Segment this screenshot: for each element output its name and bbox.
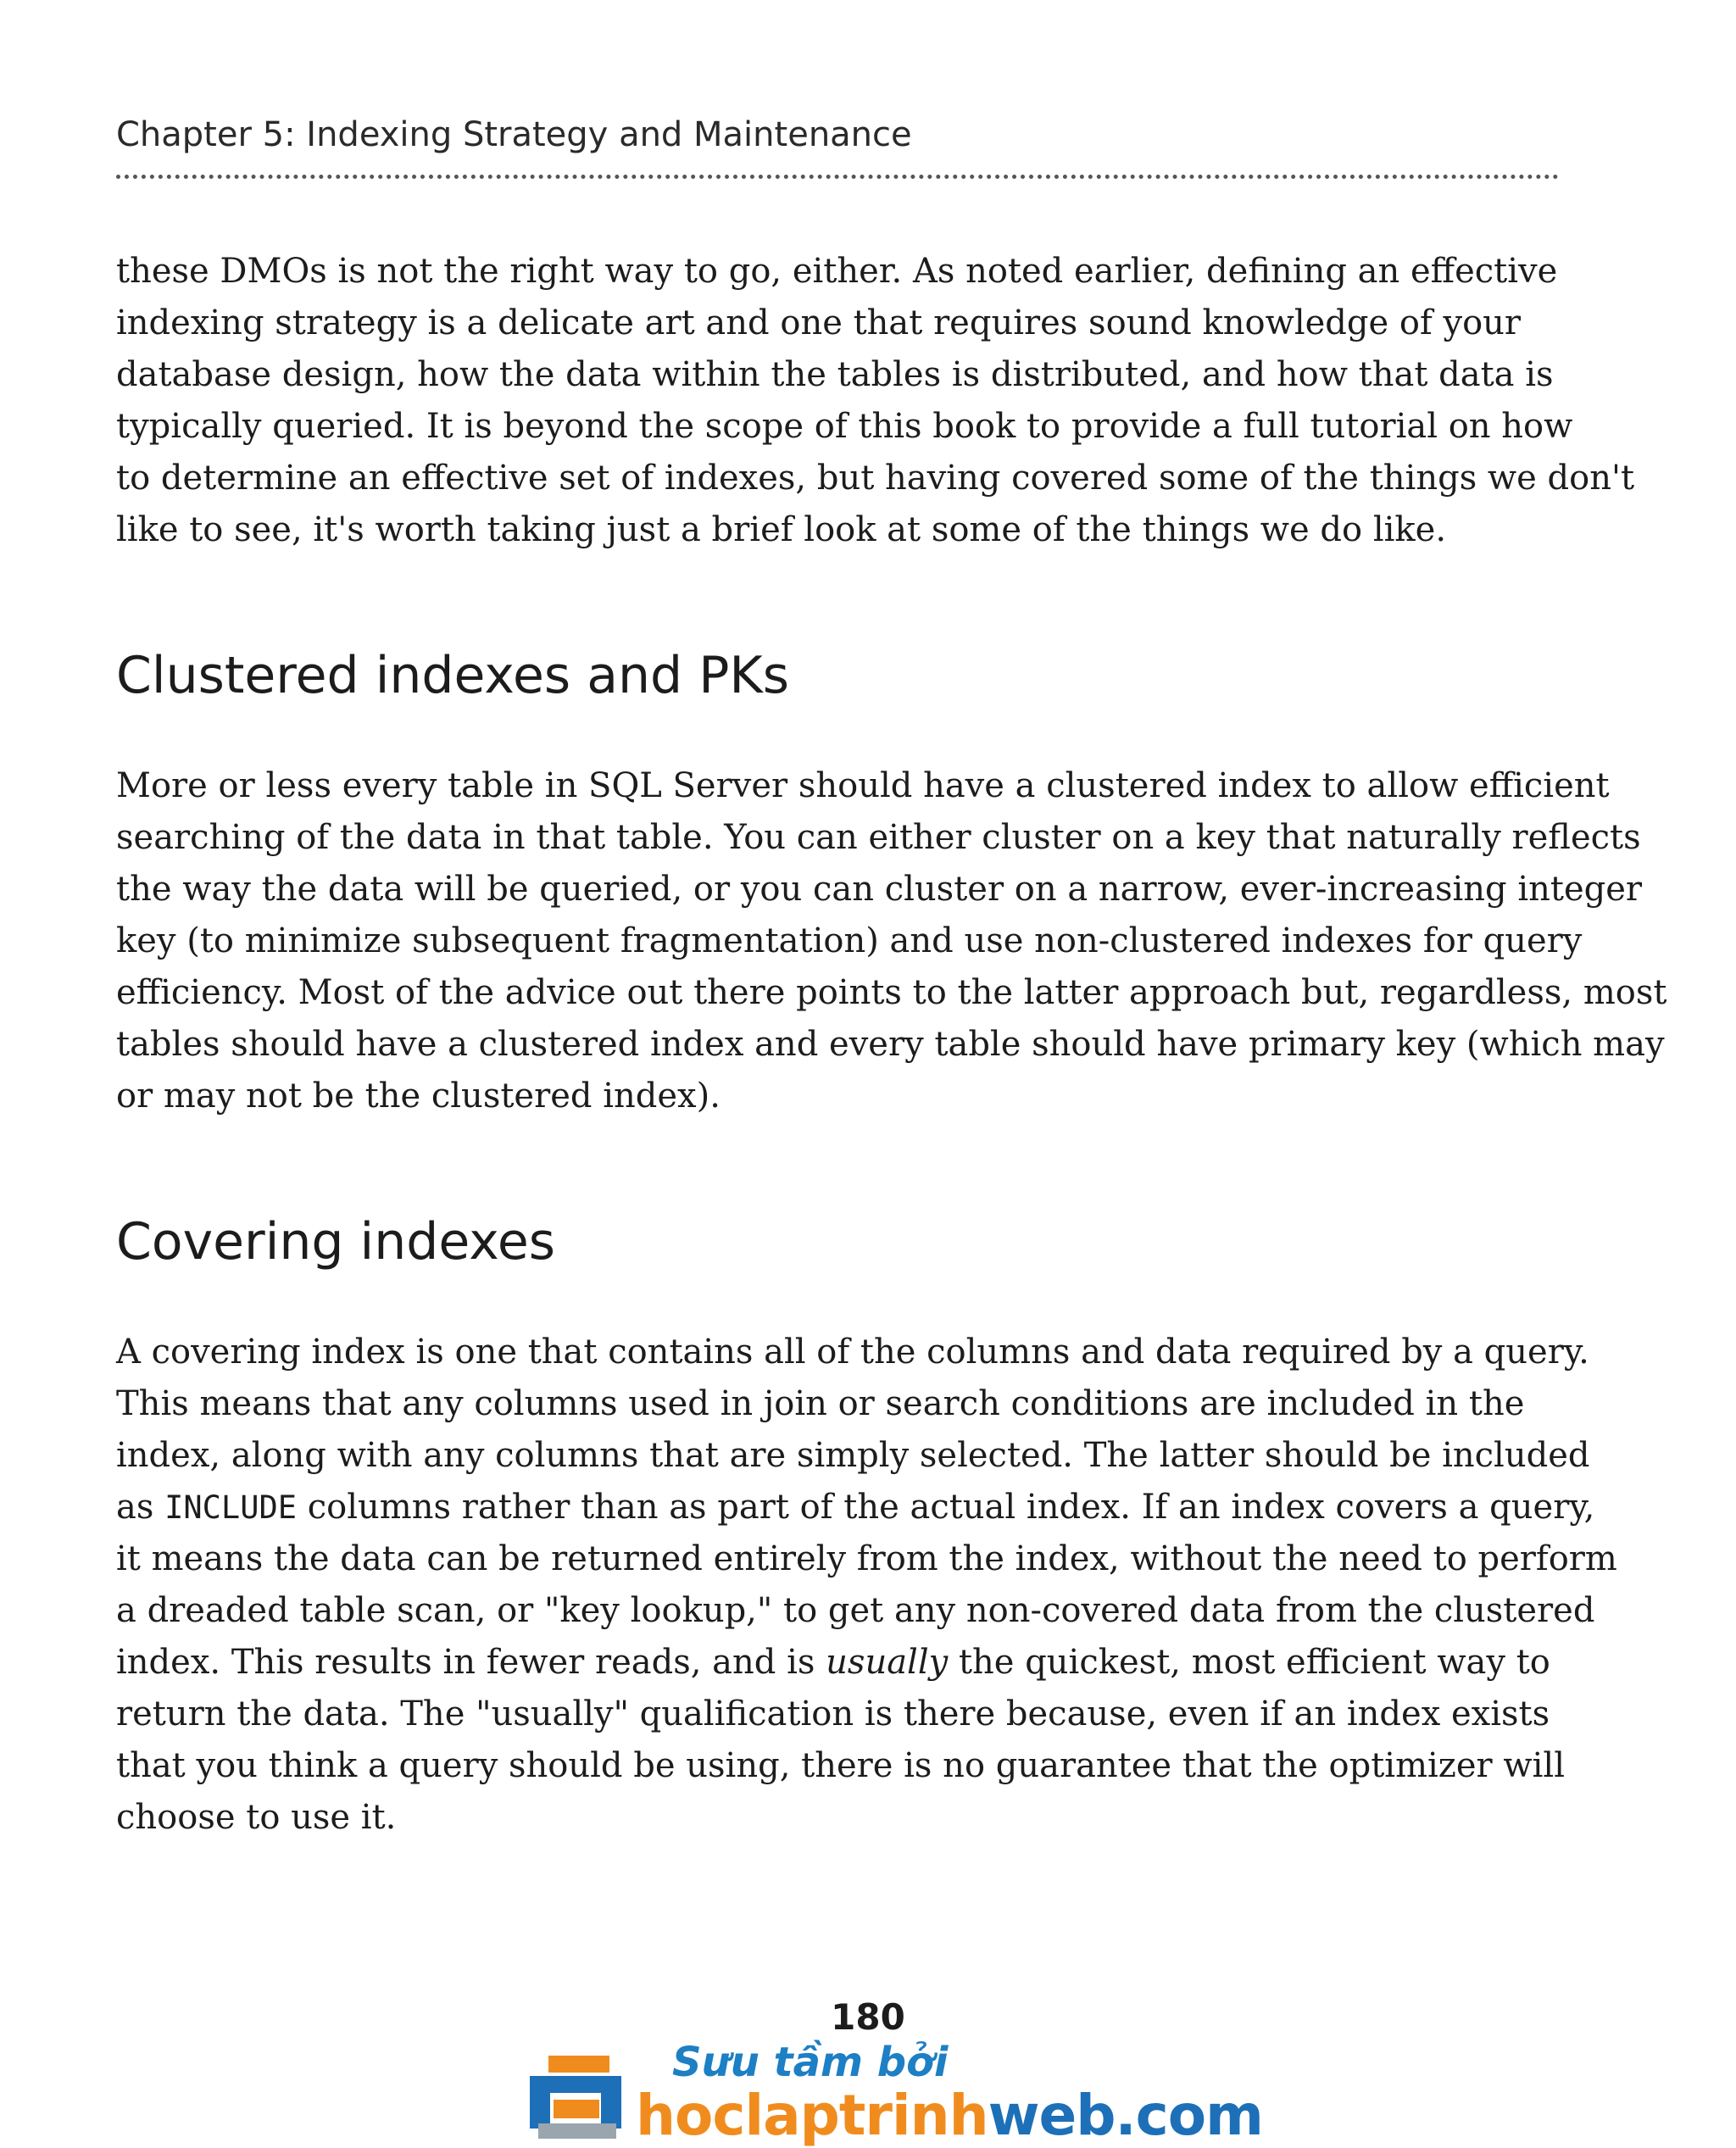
text-line: efficiency. Most of the advice out there points to the latter approach but, regardless, most [116,973,1667,1012]
text-line: tables should have a clustered index and every table should have primary key (which may [116,1025,1665,1064]
emphasis-usually: usually [826,1643,949,1682]
page-number: 180 [831,1996,905,2038]
text-line: a dreaded table scan, or "key lookup," to get any non-covered data from the clustered [116,1591,1595,1630]
text-line: key (to minimize subsequent fragmentation) and use non-clustered indexes for query [116,921,1583,960]
running-header: Chapter 5: Indexing Strategy and Maintenance [116,115,912,154]
text-fragment: index. This results in fewer reads, and is [116,1643,826,1682]
covering-paragraph [116,1327,1617,1844]
text-line [116,1637,1574,1689]
clustered-paragraph [116,760,1667,1122]
intro-paragraph [116,246,1635,556]
text-line: index, along with any columns that are simply selected. The latter should be included [116,1436,1590,1475]
section-heading-clustered: Clustered indexes and PKs [116,646,790,705]
watermark-logo-icon [530,2056,632,2141]
text-line: it means the data can be returned entirely from the index, without the need to perform [116,1539,1617,1578]
text-line: these DMOs is not the right way to go, either. As noted earlier, defining an effective [116,252,1558,291]
text-fragment: as [116,1488,165,1527]
text-line: return the data. The "usually" qualification is there because, even if an index exists [116,1694,1550,1733]
code-keyword-include: INCLUDE [164,1489,298,1526]
watermark-site-part2: web.com [988,2083,1263,2148]
watermark-tagline: Sưu tầm bởi [672,2039,949,2086]
text-line: to determine an effective set of indexes, but having covered some of the things we don't [116,459,1635,498]
watermark [530,2039,1263,2148]
header-divider [116,175,1559,179]
text-line: This means that any columns used in join or search conditions are included in the [116,1384,1525,1423]
section-heading-covering: Covering indexes [116,1212,556,1272]
text-line: searching of the data in that table. You can either cluster on a key that naturally reflects [116,818,1641,857]
text-line: More or less every table in SQL Server should have a clustered index to allow efficient [116,766,1610,805]
text-line: indexing strategy is a delicate art and one that requires sound knowledge of your [116,303,1522,342]
text-line [116,1482,1595,1533]
watermark-site [636,2083,1263,2148]
text-line: the way the data will be queried, or you can cluster on a narrow, ever-increasing integer [116,870,1643,909]
text-line: database design, how the data within the tables is distributed, and how that data is [116,355,1554,394]
text-line: choose to use it. [116,1798,397,1837]
text-line: typically queried. It is beyond the scope of this book to provide a full tutorial on how [116,407,1573,446]
text-line: or may not be the clustered index). [116,1077,721,1116]
watermark-site-part1: hoclaptrinh [636,2083,988,2148]
text-line: A covering index is one that contains all of the columns and data required by a query. [116,1333,1589,1372]
text-fragment: the quickest, most efficient way to [948,1643,1550,1682]
text-fragment: columns rather than as part of the actual index. If an index covers a query, [297,1488,1595,1527]
text-line: like to see, it's worth taking just a brief look at some of the things we do like. [116,510,1447,549]
text-line: that you think a query should be using, there is no guarantee that the optimizer will [116,1746,1565,1785]
